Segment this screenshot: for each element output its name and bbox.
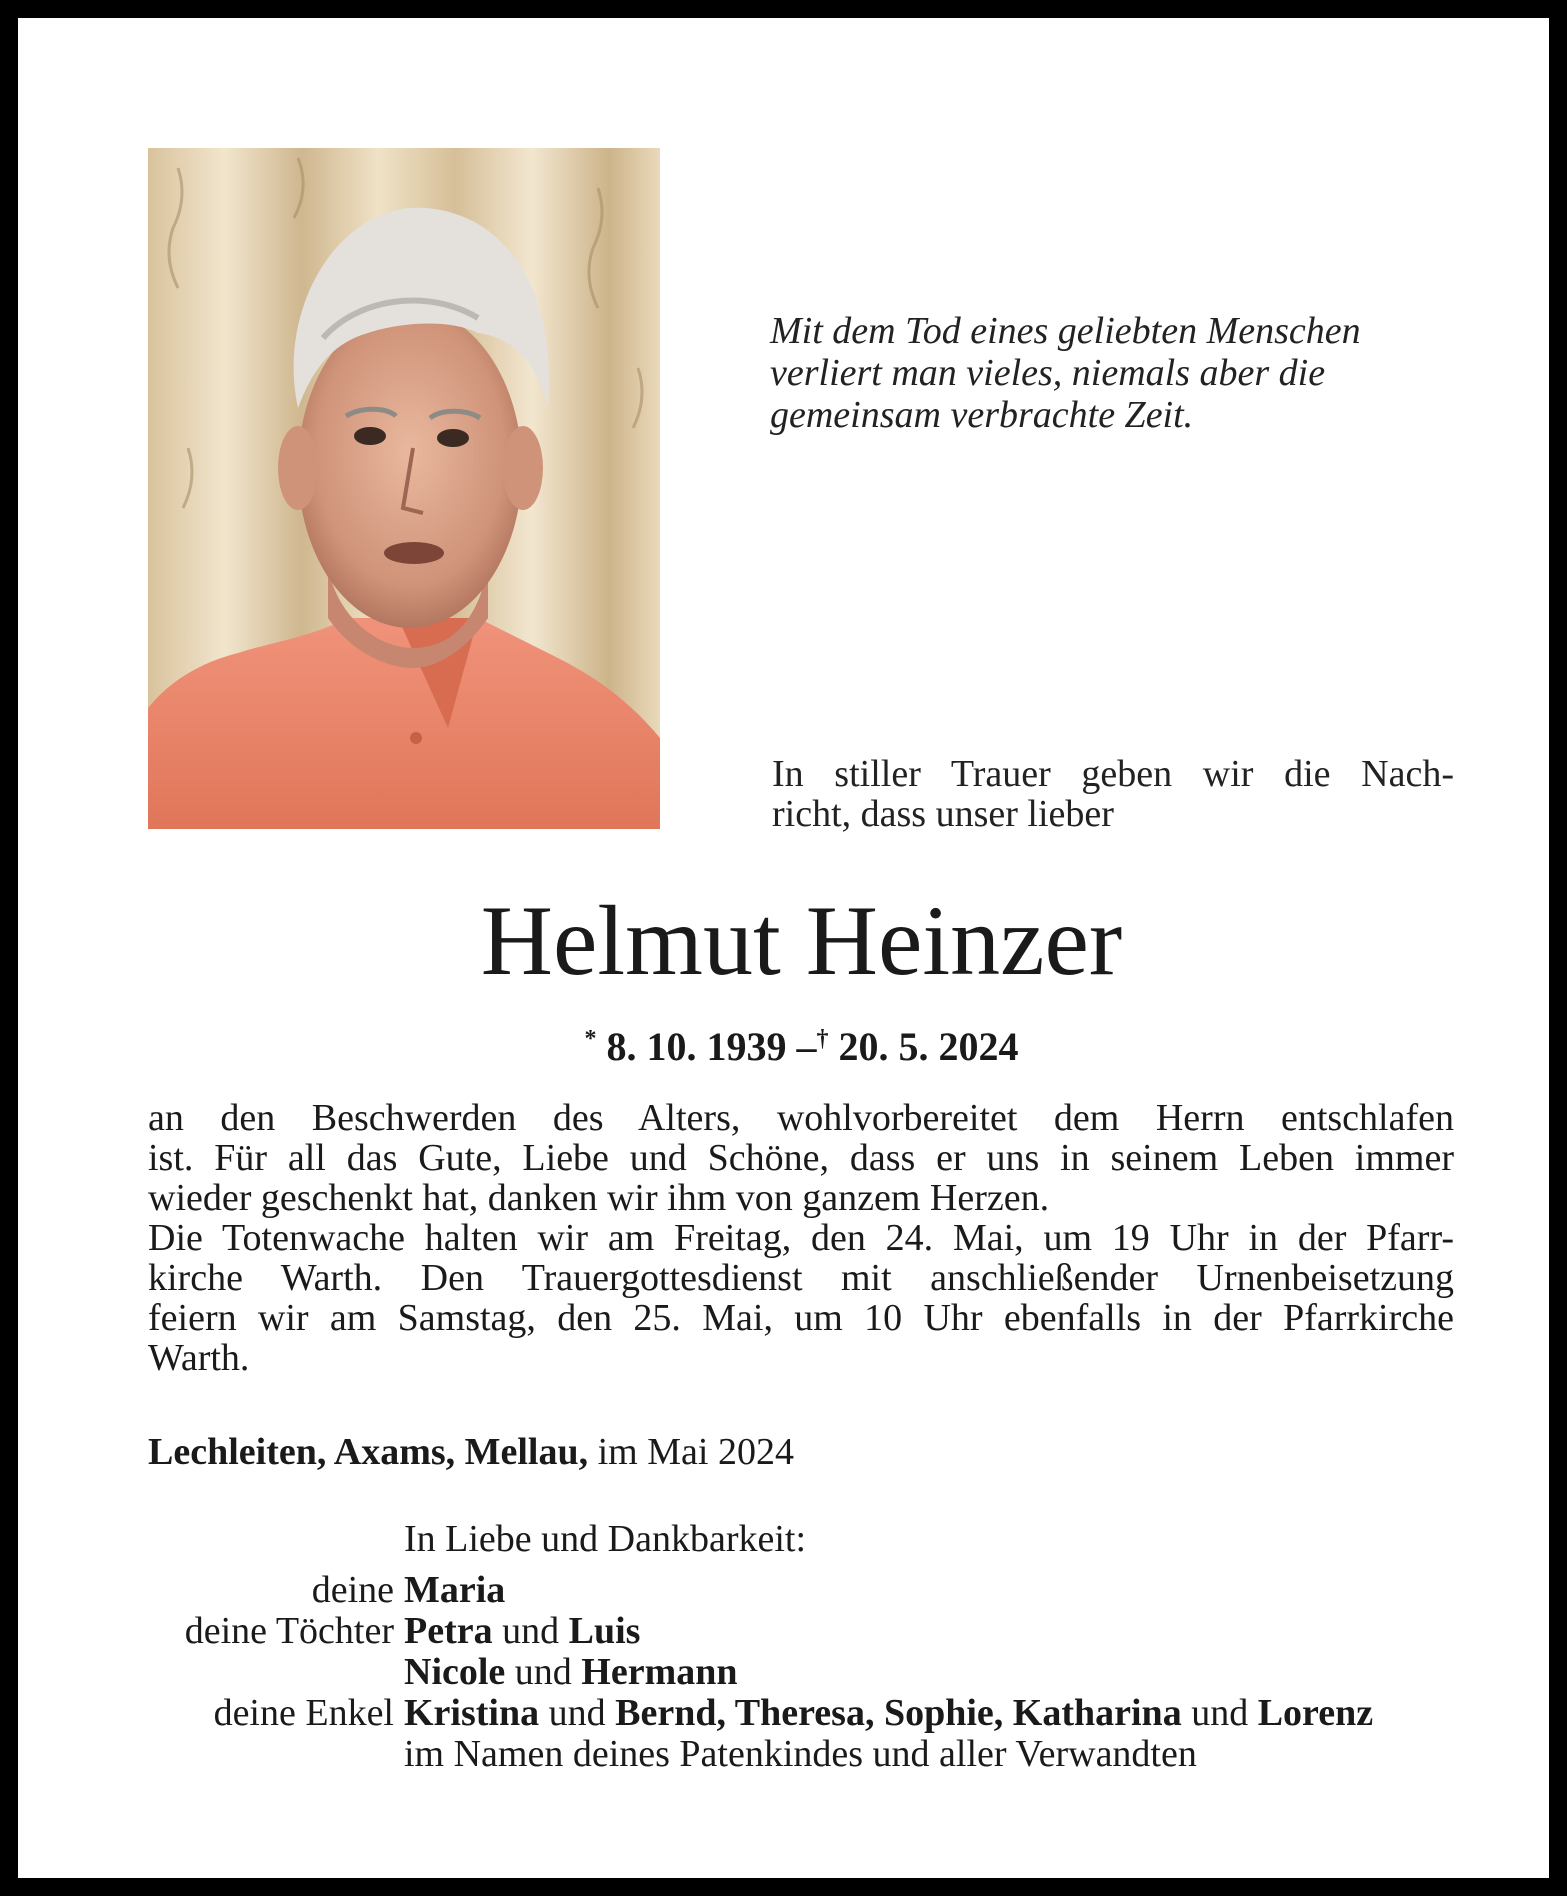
conjunction: und <box>1191 1692 1249 1734</box>
intro-text <box>772 754 1454 834</box>
notice-date: im Mai 2024 <box>597 1431 794 1473</box>
intro-line: In stiller Trauer geben wir die Nach- <box>772 753 1454 795</box>
places: Lechleiten, Axams, Mellau, <box>148 1431 589 1473</box>
family-row <box>118 1611 1538 1652</box>
conjunction: und <box>548 1692 606 1734</box>
birth-date: 8. 10. 1939 <box>606 1024 787 1069</box>
body-line: feiern wir am Samstag, den 25. Mai, um 10 Uhr ebenfalls in der Pfarrkirche <box>148 1297 1454 1339</box>
body-line: wieder geschenkt hat, danken wir ihm von ganzem Herzen. <box>148 1177 1050 1219</box>
conjunction: und <box>514 1651 572 1693</box>
conjunction: und <box>502 1610 560 1652</box>
family-row <box>118 1734 1538 1775</box>
birth-symbol: * <box>584 1026 597 1052</box>
quote-line: Mit dem Tod eines geliebten Menschen <box>770 310 1361 352</box>
body-line: Die Totenwache halten wir am Freitag, den 24. Mai, um 19 Uhr in der Pfarr- <box>148 1217 1454 1259</box>
body-line: an den Beschwerden des Alters, wohlvorbereitet dem Herrn entschlafen <box>148 1097 1454 1139</box>
signoff: In Liebe und Dankbarkeit: <box>404 1518 807 1560</box>
portrait-icon <box>148 148 660 829</box>
death-symbol: † <box>816 1026 829 1052</box>
place-and-date <box>148 1431 794 1473</box>
family-name: Petra <box>404 1610 493 1652</box>
body-line: kirche Warth. Den Trauergottesdienst mit anschließender Urnenbeisetzung <box>148 1257 1454 1299</box>
family-name: Kristina <box>404 1692 540 1734</box>
relatives-line: im Namen deines Patenkindes und aller Verwandten <box>404 1733 1197 1775</box>
announcement-body <box>148 1098 1454 1378</box>
family-name: Hermann <box>581 1651 738 1693</box>
family-label-empty <box>118 1652 404 1693</box>
family-label-empty <box>118 1734 404 1775</box>
date-separator: – <box>796 1024 817 1069</box>
intro-line: richt, dass unser lieber <box>772 793 1114 835</box>
memorial-quote <box>770 310 1470 436</box>
life-dates <box>18 1016 1567 1070</box>
death-date: 20. 5. 2024 <box>838 1024 1019 1069</box>
quote-line: gemeinsam verbrachte Zeit. <box>770 394 1194 436</box>
body-line: ist. Für all das Gute, Liebe und Schöne, dass er uns in seinem Leben immer <box>148 1137 1454 1179</box>
family-row <box>118 1570 1538 1611</box>
portrait-photo <box>148 148 660 829</box>
family-name: Bernd, Theresa, Sophie, Katharina <box>615 1692 1182 1734</box>
family-label: deine Enkel <box>213 1692 394 1734</box>
family-name: Maria <box>404 1569 506 1611</box>
family-row <box>118 1693 1538 1734</box>
family-name: Nicole <box>404 1651 506 1693</box>
family-list <box>118 1570 1538 1775</box>
family-name: Luis <box>568 1610 641 1652</box>
body-line: Warth. <box>148 1337 250 1379</box>
family-name: Lorenz <box>1257 1692 1374 1734</box>
family-label: deine <box>311 1569 394 1611</box>
quote-line: verliert man vieles, niemals aber die <box>770 352 1326 394</box>
deceased-name: Helmut Heinzer <box>480 885 1123 996</box>
family-row <box>118 1652 1538 1693</box>
family-label: deine Töchter <box>184 1610 394 1652</box>
